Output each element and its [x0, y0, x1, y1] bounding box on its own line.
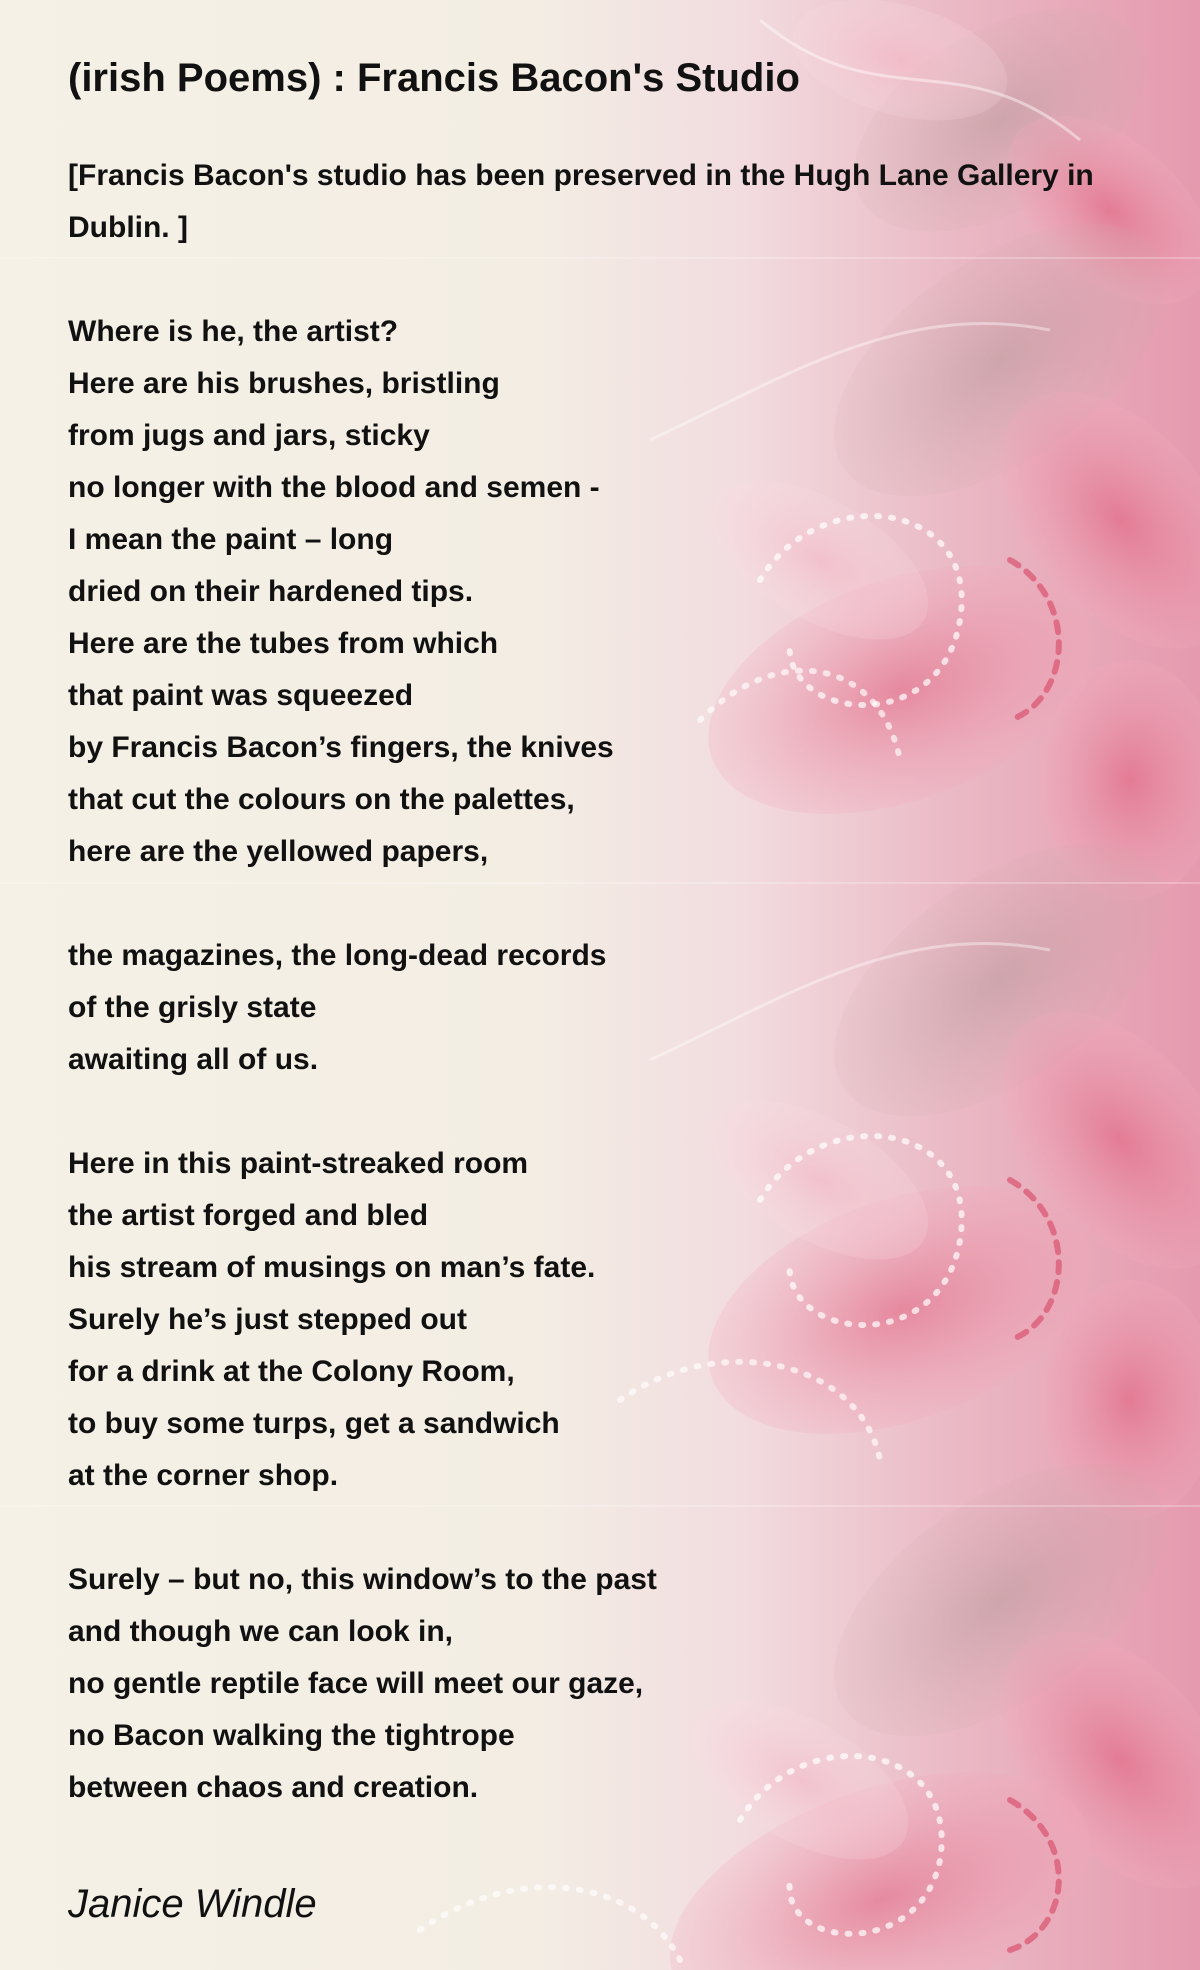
poem-line: the artist forged and bled	[68, 1199, 429, 1232]
poem-line: Surely – but no, this window’s to the past	[68, 1563, 657, 1596]
poem-line: to buy some turps, get a sandwich	[68, 1407, 560, 1440]
poem-author: Janice Windle	[68, 1882, 317, 1926]
stanza-1	[68, 306, 1148, 878]
poem-line: of the grisly state	[68, 991, 317, 1024]
poem-content	[68, 48, 1148, 1932]
poem-line: Where is he, the artist?	[68, 315, 399, 348]
poem-line: no gentle reptile face will meet our gaze,	[68, 1667, 644, 1700]
poem-line: by Francis Bacon’s fingers, the knives	[68, 731, 614, 764]
poem-line: I mean the paint – long	[68, 523, 394, 556]
poem-line: at the corner shop.	[68, 1459, 339, 1492]
stanza-3	[68, 1138, 1148, 1502]
poem-line: between chaos and creation.	[68, 1771, 479, 1804]
poem-epigraph: [Francis Bacon's studio has been preserved in the Hugh Lane Gallery in Dublin. ]	[68, 159, 1094, 244]
poem-line: no longer with the blood and semen -	[68, 471, 600, 504]
poem-line: Surely he’s just stepped out	[68, 1303, 467, 1336]
poem-line: that cut the colours on the palettes,	[68, 783, 575, 816]
poem-line: Here in this paint-streaked room	[68, 1147, 529, 1180]
poem-line: for a drink at the Colony Room,	[68, 1355, 515, 1388]
poem-title: (irish Poems) : Francis Bacon's Studio	[68, 56, 800, 100]
poem-line: from jugs and jars, sticky	[68, 419, 430, 452]
poem-line: here are the yellowed papers,	[68, 835, 489, 868]
poem-line: that paint was squeezed	[68, 679, 414, 712]
stanza-4	[68, 1554, 1148, 1814]
poem-line: dried on their hardened tips.	[68, 575, 474, 608]
stanza-2	[68, 930, 1148, 1086]
poem-line: Here are the tubes from which	[68, 627, 499, 660]
poem-line: and though we can look in,	[68, 1615, 454, 1648]
poem-line: Here are his brushes, bristling	[68, 367, 500, 400]
poem-line: no Bacon walking the tightrope	[68, 1719, 515, 1752]
poem-line: the magazines, the long-dead records	[68, 939, 607, 972]
poem-line: his stream of musings on man’s fate.	[68, 1251, 596, 1284]
poem-line: awaiting all of us.	[68, 1043, 319, 1076]
